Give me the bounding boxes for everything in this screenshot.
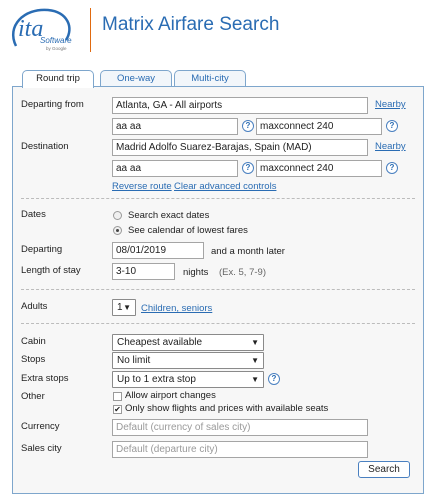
section-divider bbox=[21, 289, 415, 290]
svg-text:ita: ita bbox=[18, 16, 44, 42]
clear-advanced-controls-link[interactable]: Clear advanced controls bbox=[174, 181, 277, 192]
destination-input[interactable]: Madrid Adolfo Suarez-Barajas, Spain (MAD) bbox=[112, 139, 368, 156]
svg-text:Software: Software bbox=[40, 36, 72, 45]
children-seniors-link[interactable]: Children, seniors bbox=[141, 303, 213, 314]
destination-extension-input[interactable]: maxconnect 240 bbox=[256, 160, 382, 177]
chevron-down-icon: ▼ bbox=[251, 375, 259, 384]
dates-label: Dates bbox=[21, 209, 46, 220]
search-exact-dates-radio[interactable] bbox=[113, 211, 122, 220]
calendar-lowest-fares-label[interactable]: See calendar of lowest fares bbox=[128, 225, 248, 236]
cabin-select-value: Cheapest available bbox=[117, 337, 203, 348]
origin-input[interactable]: Atlanta, GA - All airports bbox=[112, 97, 368, 114]
date-range-suffix: and a month later bbox=[211, 246, 285, 257]
tab-round-trip[interactable]: Round trip bbox=[22, 70, 94, 88]
departure-date-input[interactable]: 08/01/2019 bbox=[112, 242, 204, 259]
stops-select[interactable] bbox=[112, 352, 264, 369]
origin-extension-input[interactable]: maxconnect 240 bbox=[256, 118, 382, 135]
length-of-stay-label: Length of stay bbox=[21, 265, 81, 276]
extra-stops-select[interactable] bbox=[112, 371, 264, 388]
cabin-select[interactable] bbox=[112, 334, 264, 351]
tab-one-way[interactable]: One-way bbox=[100, 70, 172, 87]
departing-from-label: Departing from bbox=[21, 99, 84, 110]
chevron-down-icon: ▼ bbox=[123, 303, 131, 312]
section-divider bbox=[21, 198, 415, 199]
svg-text:by Google: by Google bbox=[46, 46, 67, 51]
stops-select-value: No limit bbox=[117, 355, 151, 366]
search-button[interactable]: Search bbox=[358, 461, 410, 478]
origin-nearby-link[interactable]: Nearby bbox=[375, 99, 406, 110]
section-divider bbox=[21, 323, 415, 324]
header-divider bbox=[90, 8, 91, 52]
tab-multi-city[interactable]: Multi-city bbox=[174, 70, 246, 87]
allow-airport-changes-checkbox[interactable] bbox=[113, 392, 122, 401]
sales-city-input[interactable]: Default (departure city) bbox=[112, 441, 368, 458]
adults-select[interactable] bbox=[112, 299, 136, 316]
chevron-down-icon: ▼ bbox=[251, 356, 259, 365]
origin-routing-input[interactable]: aa aa bbox=[112, 118, 238, 135]
checkmark-icon: ✔ bbox=[114, 405, 121, 414]
destination-routing-help-icon[interactable]: ? bbox=[242, 162, 254, 174]
calendar-lowest-fares-radio[interactable] bbox=[113, 226, 122, 235]
ita-software-logo bbox=[8, 6, 78, 52]
adults-label: Adults bbox=[21, 301, 48, 312]
sales-city-label: Sales city bbox=[21, 443, 62, 454]
stops-label: Stops bbox=[21, 354, 46, 365]
cabin-label: Cabin bbox=[21, 336, 46, 347]
length-of-stay-hint: (Ex. 5, 7-9) bbox=[219, 267, 266, 278]
nights-label: nights bbox=[183, 267, 209, 278]
origin-extension-help-icon[interactable]: ? bbox=[386, 120, 398, 132]
chevron-down-icon: ▼ bbox=[251, 338, 259, 347]
destination-extension-help-icon[interactable]: ? bbox=[386, 162, 398, 174]
extra-stops-label: Extra stops bbox=[21, 373, 69, 384]
only-available-seats-checkbox[interactable] bbox=[113, 405, 122, 414]
extra-stops-help-icon[interactable]: ? bbox=[268, 373, 280, 385]
allow-airport-changes-label[interactable]: Allow airport changes bbox=[125, 390, 216, 401]
search-exact-dates-label[interactable]: Search exact dates bbox=[128, 210, 210, 221]
page-title: Matrix Airfare Search bbox=[102, 14, 280, 35]
departing-label: Departing bbox=[21, 244, 63, 255]
extra-stops-select-value: Up to 1 extra stop bbox=[117, 374, 196, 385]
destination-label: Destination bbox=[21, 141, 69, 152]
only-available-seats-label[interactable]: Only show flights and prices with available seats bbox=[125, 403, 329, 414]
other-label: Other bbox=[21, 391, 45, 402]
reverse-route-link[interactable]: Reverse route bbox=[112, 181, 172, 192]
currency-label: Currency bbox=[21, 421, 60, 432]
search-form-panel bbox=[12, 86, 424, 494]
destination-routing-input[interactable]: aa aa bbox=[112, 160, 238, 177]
length-of-stay-input[interactable]: 3-10 bbox=[112, 263, 175, 280]
currency-input[interactable]: Default (currency of sales city) bbox=[112, 419, 368, 436]
destination-nearby-link[interactable]: Nearby bbox=[375, 141, 406, 152]
adults-select-value: 1 bbox=[117, 302, 123, 313]
origin-routing-help-icon[interactable]: ? bbox=[242, 120, 254, 132]
